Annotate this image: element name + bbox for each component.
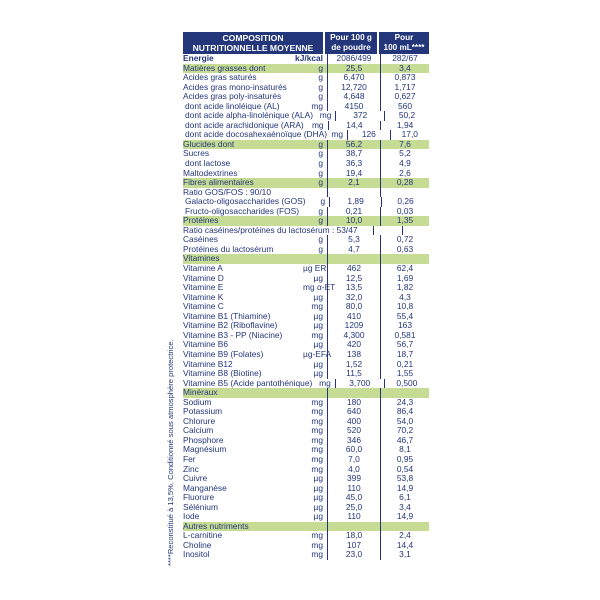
table-row [183, 207, 429, 217]
value-per-100g: 410 [327, 312, 380, 322]
row-label: Acides gras poly-insaturés [183, 91, 282, 102]
row-unit: mg [311, 396, 323, 407]
value-per-100ml: 3,4 [380, 64, 429, 74]
row-label: Vitamine B9 (Folates) [183, 348, 264, 359]
row-unit: µg [313, 358, 323, 369]
value-per-100ml: 0,21 [380, 360, 429, 370]
row-label: Iode [183, 511, 200, 522]
value-per-100ml: 24,3 [380, 398, 429, 408]
column-header-per-100ml [379, 32, 429, 54]
value-per-100g: 56,2 [327, 140, 380, 150]
row-unit: mg [311, 301, 323, 312]
value-per-100ml: 560 [380, 102, 429, 112]
value-per-100ml: 2,6 [380, 169, 429, 179]
row-label: Acides gras saturés [183, 72, 257, 83]
row-unit: g [318, 205, 323, 216]
value-per-100ml: 10,8 [380, 302, 429, 312]
row-label: Cuivre [183, 473, 208, 484]
row-unit: g [318, 177, 323, 188]
row-label: Calcium [183, 425, 214, 436]
table-row [183, 531, 429, 541]
row-label: Autres nutriments [183, 520, 249, 531]
row-label: Vitamine B5 (Acide pantothénique) [183, 377, 313, 388]
row-label: Vitamine B8 (Biotine) [183, 368, 262, 379]
value-per-100g: 346 [327, 436, 380, 446]
row-label: dont acide linoléique (AL) [185, 100, 280, 111]
value-per-100ml: 0,627 [380, 92, 429, 102]
table-row [183, 245, 429, 255]
value-per-100ml: 0,54 [380, 465, 429, 475]
row-unit: g [318, 234, 323, 245]
col1-line-1: Pour 100 g [330, 33, 372, 42]
title-line-1: COMPOSITION [222, 33, 284, 43]
table-row [183, 541, 429, 551]
value-per-100g: 180 [327, 398, 380, 408]
value-per-100ml: 86,4 [380, 407, 429, 417]
value-per-100g: 1,52 [327, 360, 380, 370]
value-per-100ml: 1,82 [380, 283, 429, 293]
col2-line-2: 100 mL**** [383, 43, 425, 52]
table-row [183, 493, 429, 503]
row-unit: µg ER [303, 263, 327, 274]
row-label: Protéines du lactosérum [183, 243, 274, 254]
row-unit: µg [313, 272, 323, 283]
value-per-100g: 640 [327, 407, 380, 417]
value-per-100g: 5,3 [327, 235, 380, 245]
row-label: Sélénium [183, 501, 218, 512]
value-per-100ml: 0,26 [381, 197, 429, 207]
value-per-100ml: 0,873 [380, 73, 429, 83]
value-per-100g: 18,0 [327, 531, 380, 541]
value-per-100g: 4150 [327, 102, 380, 112]
nutrition-table [183, 32, 429, 560]
value-per-100g: 420 [327, 340, 380, 350]
row-label: Glucides dont [183, 138, 235, 149]
value-per-100ml: 6,1 [380, 493, 429, 503]
row-unit: mg [311, 329, 323, 340]
row-unit: g [318, 158, 323, 169]
value-per-100ml: 1,35 [380, 216, 429, 226]
value-per-100ml: 62,4 [380, 264, 429, 274]
value-per-100g: 4,300 [327, 331, 380, 341]
value-per-100g: 462 [327, 264, 380, 274]
value-per-100ml: 5,2 [380, 149, 429, 159]
value-per-100ml: 8,1 [380, 445, 429, 455]
value-per-100g: 19,4 [327, 169, 380, 179]
value-per-100g: 1209 [327, 321, 380, 331]
row-label: Manganèse [183, 482, 227, 493]
row-unit: µg [313, 368, 323, 379]
value-per-100ml: 14,4 [380, 541, 429, 551]
row-label: dont acide alpha-linolénique (ALA) [185, 110, 314, 121]
table-row [183, 503, 429, 513]
value-per-100ml: 53,8 [380, 474, 429, 484]
value-per-100ml: 1,717 [380, 83, 429, 93]
row-unit: µg [313, 291, 323, 302]
row-label: Phosphore [183, 434, 224, 445]
value-per-100ml: 54,0 [380, 417, 429, 427]
value-per-100ml: 1,69 [380, 274, 429, 284]
value-per-100ml: 7,6 [380, 140, 429, 150]
row-unit: g [318, 138, 323, 149]
row-label: Fibres alimentaires [183, 177, 254, 188]
value-per-100ml: 1,94 [380, 121, 429, 131]
table-row [183, 484, 429, 494]
row-label: L-carnitine [183, 530, 223, 541]
row-label: dont lactose [185, 158, 231, 169]
value-per-100ml: 56,7 [380, 340, 429, 350]
row-label: Vitamine C [183, 301, 224, 312]
row-label: Maltodextrines [183, 167, 238, 178]
row-label: Fluorure [183, 492, 215, 503]
row-label: Magnésium [183, 444, 227, 455]
row-label: Minéraux [183, 387, 218, 398]
row-unit: mg [311, 406, 323, 417]
value-per-100g: 14,4 [328, 121, 381, 131]
value-per-100g: 126 [347, 130, 390, 140]
row-label: Ratio caséines/protéines du lactosérum : 53/47 [183, 224, 358, 235]
value-per-100ml: 0,95 [380, 455, 429, 465]
row-label: Vitamine B3 - PP (Niacine) [183, 329, 283, 340]
value-per-100g: 520 [327, 426, 380, 436]
value-per-100g: 36,3 [327, 159, 380, 169]
value-per-100g: 372 [335, 111, 384, 121]
value-per-100ml: 4,3 [380, 293, 429, 303]
value-per-100ml: 46,7 [380, 436, 429, 446]
value-per-100g: 110 [327, 484, 380, 494]
table-row [183, 445, 429, 455]
value-per-100ml: 0,03 [380, 207, 429, 217]
value-per-100g: 2086/499 [327, 54, 380, 64]
value-per-100ml: 50,2 [384, 111, 429, 121]
value-per-100ml: 163 [380, 321, 429, 331]
row-unit: mg [311, 539, 323, 550]
value-per-100g: 0,21 [327, 207, 380, 217]
table-row [183, 226, 429, 236]
row-unit: µg [313, 511, 323, 522]
row-label: Vitamine B12 [183, 358, 233, 369]
value-per-100ml: 0,581 [380, 331, 429, 341]
row-label: Fructo-oligosaccharides (FOS) [185, 205, 300, 216]
row-label: Protéines [183, 215, 219, 226]
row-unit: mg [331, 129, 344, 140]
row-unit: g [318, 62, 323, 73]
value-per-100ml: 70,2 [380, 426, 429, 436]
row-unit: µg [313, 492, 323, 503]
value-per-100ml: 4,9 [380, 159, 429, 169]
column-header-per-100g [325, 32, 377, 54]
value-per-100g: 11,5 [327, 369, 380, 379]
row-unit: g [320, 196, 326, 207]
value-per-100g: 110 [327, 512, 380, 522]
row-unit: µg [313, 501, 323, 512]
row-unit: g [318, 91, 323, 102]
row-unit: mg [311, 530, 323, 541]
row-label: Vitamine B2 (Riboflavine) [183, 320, 278, 331]
table-row [183, 379, 429, 389]
row-unit: µg [313, 310, 323, 321]
row-label: Galacto-oligosaccharides (GOS) [185, 196, 306, 207]
row-unit: mg [311, 444, 323, 455]
value-per-100ml: 18,7 [380, 350, 429, 360]
row-unit: g [318, 81, 323, 92]
row-unit: mg [311, 425, 323, 436]
value-per-100ml: 17,0 [390, 130, 429, 140]
value-per-100ml: 55,4 [380, 312, 429, 322]
row-unit: g [318, 167, 323, 178]
row-label: Vitamine E [183, 282, 224, 293]
value-per-100g: 25,5 [327, 64, 380, 74]
row-label: Choline [183, 539, 212, 550]
row-label: Vitamine B1 (Thiamine) [183, 310, 271, 321]
row-label: Inositol [183, 549, 210, 560]
value-per-100g: 4,648 [327, 92, 380, 102]
row-label: Vitamine A [183, 263, 223, 274]
title-line-2: NUTRITIONNELLE MOYENNE [192, 43, 314, 53]
row-label: Zinc [183, 463, 199, 474]
value-per-100g: 45,0 [327, 493, 380, 503]
value-per-100ml: 14,9 [380, 484, 429, 494]
value-per-100ml: 0,500 [384, 379, 429, 389]
value-per-100ml: 0,63 [380, 245, 429, 255]
value-per-100g: 25,0 [327, 503, 380, 513]
value-per-100ml: 3,4 [380, 503, 429, 513]
row-label: Potassium [183, 406, 223, 417]
row-label: Vitamine K [183, 291, 224, 302]
section-header-row [183, 388, 429, 398]
row-unit: g [318, 72, 323, 83]
row-unit: µg [313, 473, 323, 484]
row-label: dont acide arachidonique (ARA) [185, 119, 304, 130]
value-per-100ml: 0,72 [380, 235, 429, 245]
table-title [183, 32, 323, 54]
value-per-100g: 38,7 [327, 149, 380, 159]
value-per-100g: 400 [327, 417, 380, 427]
value-per-100ml: 1,55 [380, 369, 429, 379]
row-label: Fer [183, 453, 196, 464]
row-label: Caséines [183, 234, 218, 245]
value-per-100g: 107 [327, 541, 380, 551]
value-per-100ml: 3,1 [380, 550, 429, 560]
value-per-100g: 6,470 [327, 73, 380, 83]
table-body [183, 54, 429, 560]
row-unit: kJ/kcal [295, 53, 323, 63]
row-unit: mg [311, 434, 323, 445]
table-row [183, 465, 429, 475]
value-per-100g: 32,0 [327, 293, 380, 303]
row-unit: mg α-ET [303, 282, 336, 293]
col1-line-2: de poudre [331, 43, 371, 52]
value-per-100ml: 14,9 [380, 512, 429, 522]
row-unit: µg-EFA [303, 348, 332, 359]
table-row [183, 417, 429, 427]
table-row [183, 550, 429, 560]
row-label: Chlorure [183, 415, 216, 426]
value-per-100g: 3,700 [335, 379, 384, 389]
table-row [183, 407, 429, 417]
value-per-100g: 4,0 [327, 465, 380, 475]
row-unit: mg [311, 463, 323, 474]
value-per-100g: 23,0 [327, 550, 380, 560]
row-label: Acides gras mono-insaturés [183, 81, 287, 92]
row-label: Vitamines [183, 253, 220, 264]
row-unit: mg [311, 119, 324, 130]
value-per-100ml: 0,28 [380, 178, 429, 188]
value-per-100g: 80,0 [327, 302, 380, 312]
row-unit: mg [311, 453, 323, 464]
row-unit: µg [313, 320, 323, 331]
value-per-100g: 1,89 [329, 197, 381, 207]
value-per-100g: 4,7 [327, 245, 380, 255]
row-unit: mg [319, 110, 332, 121]
row-unit: g [318, 148, 323, 159]
value-per-100g: 12,720 [327, 83, 380, 93]
value-per-100g: 60,0 [327, 445, 380, 455]
row-unit: mg [311, 415, 323, 426]
row-label: Vitamine D [183, 272, 224, 283]
value-per-100g: 2,1 [327, 178, 380, 188]
row-unit: mg [319, 377, 331, 388]
value-per-100g: 10,0 [327, 216, 380, 226]
row-unit: mg [311, 549, 323, 560]
row-unit: mg [311, 100, 323, 111]
row-label: Sucres [183, 148, 210, 159]
row-unit: µg [313, 482, 323, 493]
value-per-100g: 7,0 [327, 455, 380, 465]
row-unit: µg [313, 339, 323, 350]
table-row [183, 140, 429, 150]
row-unit: g [318, 215, 323, 226]
value-per-100ml: 2,4 [380, 531, 429, 541]
value-per-100g: 13,5 [327, 283, 380, 293]
row-label: Matières grasses dont [183, 62, 266, 73]
value-per-100ml: 282/67 [380, 54, 429, 64]
row-unit: g [318, 243, 323, 254]
reconstitution-note: ****Reconstitué à 13,5%. Conditionné sous atmosphère protectrice. [166, 339, 175, 566]
value-per-100g: 12,5 [327, 274, 380, 284]
row-label: Energie [183, 53, 214, 63]
row-label: Vitamine B6 [183, 339, 229, 350]
col2-line-1: Pour [394, 33, 414, 42]
row-label: Sodium [183, 396, 212, 407]
table-row [183, 455, 429, 465]
table-header [183, 32, 429, 54]
row-label: Ratio GOS/FOS : 90/10 [183, 186, 271, 197]
row-label: dont acide docosahexaénoïque (DHA) [185, 129, 328, 140]
value-per-100g: 399 [327, 474, 380, 484]
value-per-100g: 138 [327, 350, 380, 360]
